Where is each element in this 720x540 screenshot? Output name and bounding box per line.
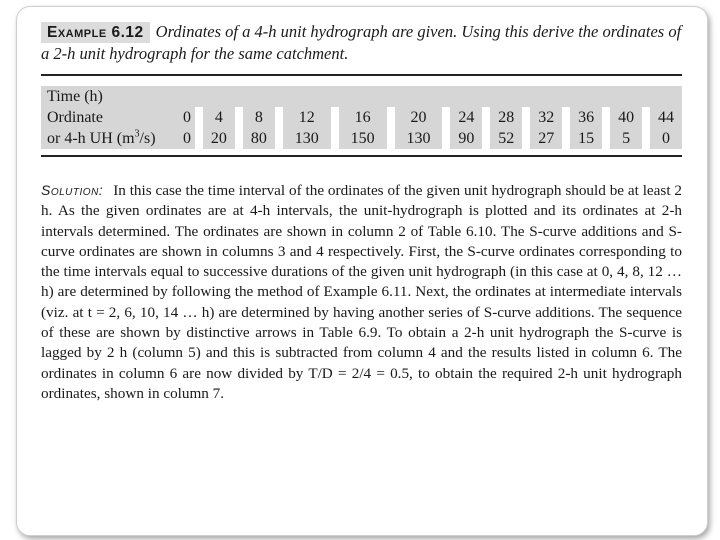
time-cell: 0 [182,109,191,126]
ordinate-cell: 130 [406,130,431,147]
table-top-rule [41,74,682,76]
time-cell: 12 [298,109,315,126]
time-cell: 20 [410,109,427,126]
ordinate-cell: 90 [458,130,475,147]
ordinate-cell: 0 [662,130,671,147]
ordinate-label-2: or 4-h UH $(m^3/s)$ [47,128,156,147]
example-title: Ordinates of a 4-h unit hydrograph are given. Using this derive the ordinates of a 2-h unit hydrograph for the same catchment. [41,22,682,63]
time-cell: 8 [254,109,263,126]
table-bottom-rule [41,155,682,157]
unit-hydrograph-table [41,86,682,149]
ordinate-cell: 15 [578,130,595,147]
example-badge: Example 6.12 [41,22,150,43]
ordinate-cell: 52 [498,130,515,147]
time-row [41,86,682,107]
time-values-row [41,107,682,128]
time-cell: 44 [658,109,675,126]
time-cell: 24 [458,109,475,126]
solution-paragraph [41,180,682,404]
time-cell: 36 [578,109,595,126]
time-cell: 4 [214,109,223,126]
ordinate-cell: 27 [538,130,555,147]
solution-label: Solution: [41,182,104,198]
time-cell: 28 [498,109,515,126]
time-label: Time (h) [47,88,103,105]
ordinate-label-1: Ordinate [47,109,103,126]
ordinate-cell: 0 [182,130,191,147]
time-cell: 32 [538,109,555,126]
example-heading [41,21,686,64]
ordinate-cell: 5 [622,130,631,147]
time-cell: 40 [618,109,635,126]
solution-text: In this case the time interval of the ordinates of the given unit hydrograph should be at least 2 h. As the given ordinates are at 4-h intervals, the unit-hydrograph is plotted and its ordinates at 2-h intervals determined. The ordinates are shown in column 2 of Table 6.10. The S-curve additions and S-curve ordinates are shown in columns 3 and 4 respectively. First, the S-curve ordinates corresponding to the time intervals equal to successive durations of the given unit hydrograph (in this case at 0, 4, 8, 12 … h) are determined by following the method of Example 6.11. Next, the ordinates at intermediate intervals (viz. at t = 2, 6, 10, 14 … h) are determined by having another series of S-curve additions. The sequence of these are shown by distinctive arrows in Table 6.9. To obtain a 2-h unit hydrograph the S-curve is lagged by 2 h (column 5) and this is subtracted from column 4 and the results listed in column 6. The ordinates in column 6 are now divided by T/D = 2/4 = 0.5, to obtain the required 2-h unit hydrograph ordinates, shown in column 7. [41,182,682,402]
ordinate-cell: 130 [294,130,319,147]
ordinate-cell: 80 [250,130,267,147]
time-cell: 16 [354,109,371,126]
ordinate-cell: 20 [210,130,227,147]
ordinate-cell: 150 [350,130,375,147]
ordinate-values-row [41,128,682,149]
